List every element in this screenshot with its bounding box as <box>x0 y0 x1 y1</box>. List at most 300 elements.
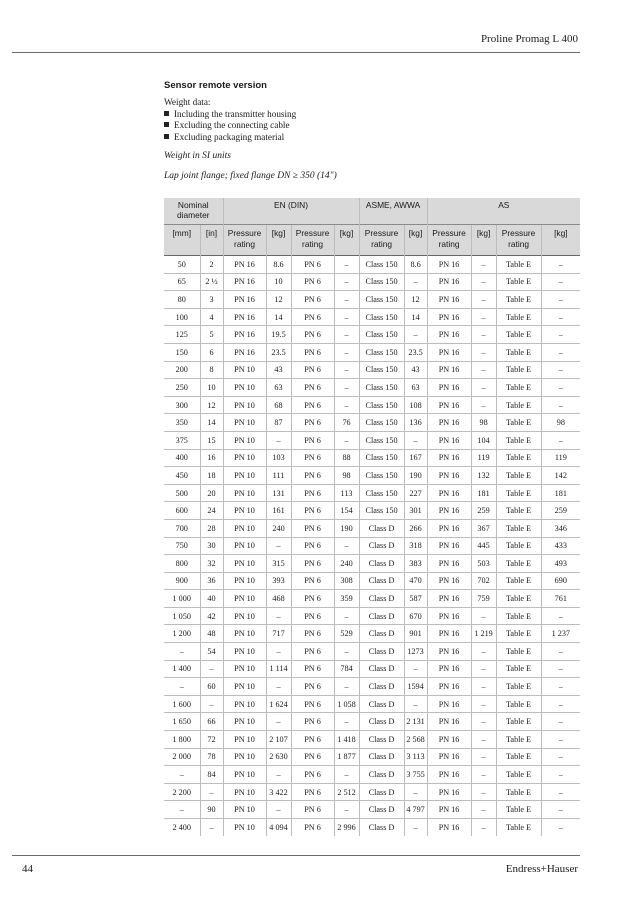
group-header-asme-awwa: ASME, AWWA <box>359 198 427 225</box>
table-cell: – <box>541 783 580 801</box>
table-cell: Table E <box>496 484 541 502</box>
column-header: Pressure rating <box>359 225 404 256</box>
table-cell: PN 10 <box>223 801 266 819</box>
table-cell: 383 <box>404 555 427 573</box>
bullet-text: Excluding packaging material <box>174 131 285 142</box>
table-cell: 433 <box>541 537 580 555</box>
table-cell: PN 6 <box>291 695 334 713</box>
column-header: [kg] <box>334 225 359 256</box>
table-cell: 43 <box>266 361 291 379</box>
table-cell: PN 16 <box>427 695 471 713</box>
table-cell: 240 <box>334 555 359 573</box>
table-cell: PN 16 <box>427 625 471 643</box>
table-cell: 1 200 <box>164 625 200 643</box>
table-cell: PN 16 <box>427 396 471 414</box>
table-cell: – <box>334 326 359 344</box>
table-row <box>164 590 580 608</box>
table-cell: PN 6 <box>291 291 334 309</box>
table-cell: 119 <box>541 449 580 467</box>
table-cell: 23.5 <box>404 343 427 361</box>
bullet-square-icon <box>164 122 169 127</box>
table-cell: 2 630 <box>266 748 291 766</box>
table-cell: – <box>266 537 291 555</box>
table-cell: 2 107 <box>266 731 291 749</box>
table-cell: – <box>164 801 200 819</box>
table-cell: 16 <box>200 449 223 467</box>
table-cell: PN 16 <box>427 326 471 344</box>
table-cell: PN 6 <box>291 467 334 485</box>
column-header: [kg] <box>541 225 580 256</box>
table-cell: – <box>471 396 496 414</box>
table-cell: Table E <box>496 731 541 749</box>
group-header-as: AS <box>427 198 580 225</box>
table-cell: – <box>471 607 496 625</box>
table-cell: PN 16 <box>223 256 266 274</box>
table-cell: 800 <box>164 555 200 573</box>
table-cell: Table E <box>496 660 541 678</box>
table-cell: 493 <box>541 555 580 573</box>
table-cell: 8.6 <box>404 256 427 274</box>
table-row <box>164 379 580 397</box>
table-cell: PN 16 <box>223 308 266 326</box>
table-cell: – <box>541 396 580 414</box>
table-cell: 63 <box>404 379 427 397</box>
table-cell: PN 10 <box>223 519 266 537</box>
table-cell: Class D <box>359 660 404 678</box>
weight-table <box>164 198 580 836</box>
table-cell: PN 10 <box>223 555 266 573</box>
table-cell: – <box>541 431 580 449</box>
table-cell: Class D <box>359 783 404 801</box>
table-cell: 60 <box>200 678 223 696</box>
table-cell: 113 <box>334 484 359 502</box>
table-cell: PN 10 <box>223 484 266 502</box>
table-cell: PN 16 <box>427 572 471 590</box>
table-cell: PN 10 <box>223 449 266 467</box>
table-cell: – <box>471 783 496 801</box>
table-row <box>164 731 580 749</box>
table-cell: PN 10 <box>223 431 266 449</box>
table-cell: 76 <box>334 414 359 432</box>
table-cell: – <box>541 308 580 326</box>
table-cell: PN 6 <box>291 748 334 766</box>
table-cell: – <box>334 678 359 696</box>
table-cell: Class D <box>359 678 404 696</box>
table-cell: 1 600 <box>164 695 200 713</box>
table-cell: PN 6 <box>291 555 334 573</box>
table-row <box>164 748 580 766</box>
table-cell: 266 <box>404 519 427 537</box>
table-cell: – <box>471 748 496 766</box>
table-cell: PN 16 <box>427 343 471 361</box>
table-cell: 359 <box>334 590 359 608</box>
table-cell: 318 <box>404 537 427 555</box>
table-cell: PN 10 <box>223 361 266 379</box>
table-cell: Class D <box>359 590 404 608</box>
table-row <box>164 555 580 573</box>
table-cell: 42 <box>200 607 223 625</box>
table-cell: Table E <box>496 748 541 766</box>
document-header-title: Proline Promag L 400 <box>480 33 578 45</box>
table-cell: 136 <box>404 414 427 432</box>
table-cell: PN 10 <box>223 731 266 749</box>
table-cell: 259 <box>471 502 496 520</box>
table-cell: 1 650 <box>164 713 200 731</box>
table-row <box>164 572 580 590</box>
table-cell: Class 150 <box>359 431 404 449</box>
table-cell: Class D <box>359 607 404 625</box>
table-cell: PN 16 <box>427 783 471 801</box>
group-header-en-din: EN (DIN) <box>223 198 359 225</box>
bullet-item <box>164 109 580 121</box>
table-cell: PN 10 <box>223 396 266 414</box>
table-cell: Class D <box>359 555 404 573</box>
table-cell: – <box>471 766 496 784</box>
table-cell: – <box>334 431 359 449</box>
table-cell: – <box>266 607 291 625</box>
table-cell: 84 <box>200 766 223 784</box>
table-cell: PN 16 <box>223 273 266 291</box>
table-cell: – <box>334 766 359 784</box>
table-row <box>164 502 580 520</box>
table-cell: 190 <box>334 519 359 537</box>
table-cell: PN 16 <box>427 713 471 731</box>
column-header: [kg] <box>266 225 291 256</box>
table-cell: PN 16 <box>427 449 471 467</box>
table-cell: – <box>541 326 580 344</box>
table-cell: 750 <box>164 537 200 555</box>
weight-data-label: Weight data: <box>164 97 211 107</box>
table-cell: Table E <box>496 819 541 836</box>
table-cell: 4 <box>200 308 223 326</box>
table-cell: 14 <box>200 414 223 432</box>
table-cell: 1 050 <box>164 607 200 625</box>
table-cell: 587 <box>404 590 427 608</box>
table-row <box>164 291 580 309</box>
table-cell: PN 16 <box>427 484 471 502</box>
table-cell: Class D <box>359 731 404 749</box>
table-cell: PN 16 <box>427 431 471 449</box>
table-cell: 98 <box>334 467 359 485</box>
table-cell: – <box>541 748 580 766</box>
table-cell: 1 418 <box>334 731 359 749</box>
table-cell: 468 <box>266 590 291 608</box>
table-cell: – <box>334 308 359 326</box>
table-row <box>164 519 580 537</box>
table-cell: 36 <box>200 572 223 590</box>
table-cell: 103 <box>266 449 291 467</box>
table-cell: 2 996 <box>334 819 359 836</box>
table-cell: – <box>266 801 291 819</box>
table-cell: 181 <box>471 484 496 502</box>
table-cell: 111 <box>266 467 291 485</box>
table-cell: 690 <box>541 572 580 590</box>
column-header: Pressure rating <box>223 225 266 256</box>
table-cell: Class 150 <box>359 502 404 520</box>
table-cell: PN 10 <box>223 379 266 397</box>
table-cell: – <box>541 256 580 274</box>
table-cell: PN 10 <box>223 819 266 836</box>
table-cell: – <box>334 643 359 661</box>
table-cell: PN 6 <box>291 713 334 731</box>
table-cell: – <box>334 379 359 397</box>
table-cell: 24 <box>200 502 223 520</box>
table-cell: Table E <box>496 256 541 274</box>
table-cell: Class 150 <box>359 326 404 344</box>
table-cell: – <box>404 783 427 801</box>
table-cell: 19.5 <box>266 326 291 344</box>
table-row <box>164 766 580 784</box>
table-cell: Class 150 <box>359 256 404 274</box>
table-cell: – <box>334 607 359 625</box>
table-cell: 259 <box>541 502 580 520</box>
table-cell: Table E <box>496 396 541 414</box>
table-cell: Class D <box>359 572 404 590</box>
table-cell: Class D <box>359 625 404 643</box>
table-cell: Class D <box>359 643 404 661</box>
bullet-item <box>164 120 580 132</box>
table-cell: Table E <box>496 643 541 661</box>
table-cell: PN 16 <box>427 731 471 749</box>
table-cell: 500 <box>164 484 200 502</box>
table-cell: 12 <box>200 396 223 414</box>
table-cell: 167 <box>404 449 427 467</box>
column-header: Pressure rating <box>291 225 334 256</box>
table-cell: 43 <box>404 361 427 379</box>
table-cell: Table E <box>496 361 541 379</box>
table-cell: PN 16 <box>427 766 471 784</box>
table-cell: 250 <box>164 379 200 397</box>
table-cell: 2 512 <box>334 783 359 801</box>
table-cell: PN 16 <box>427 502 471 520</box>
table-cell: 72 <box>200 731 223 749</box>
table-cell: 717 <box>266 625 291 643</box>
table-row <box>164 695 580 713</box>
table-cell: Class D <box>359 519 404 537</box>
table-cell: – <box>404 819 427 836</box>
table-row <box>164 467 580 485</box>
table-cell: – <box>541 660 580 678</box>
table-cell: Table E <box>496 308 541 326</box>
table-cell: 200 <box>164 361 200 379</box>
table-cell: – <box>541 695 580 713</box>
table-cell: 78 <box>200 748 223 766</box>
table-cell: 108 <box>404 396 427 414</box>
table-cell: PN 16 <box>427 291 471 309</box>
table-cell: 2 ½ <box>200 273 223 291</box>
table-row <box>164 783 580 801</box>
table-cell: PN 16 <box>427 607 471 625</box>
table-row <box>164 713 580 731</box>
table-cell: – <box>471 731 496 749</box>
bullet-square-icon <box>164 134 169 139</box>
table-cell: PN 6 <box>291 678 334 696</box>
table-cell: 350 <box>164 414 200 432</box>
table-cell: 2 131 <box>404 713 427 731</box>
section-intro <box>164 80 580 181</box>
table-cell: 161 <box>266 502 291 520</box>
table-cell: Table E <box>496 607 541 625</box>
table-cell: Table E <box>496 572 541 590</box>
table-cell: Table E <box>496 519 541 537</box>
table-cell: PN 16 <box>427 537 471 555</box>
table-cell: 50 <box>164 256 200 274</box>
table-cell: PN 16 <box>427 361 471 379</box>
table-cell: 702 <box>471 572 496 590</box>
header-rule <box>12 52 580 53</box>
table-cell: 227 <box>404 484 427 502</box>
table-cell: PN 6 <box>291 379 334 397</box>
table-cell: 503 <box>471 555 496 573</box>
table-cell: Table E <box>496 467 541 485</box>
table-cell: – <box>334 291 359 309</box>
table-cell: PN 10 <box>223 678 266 696</box>
table-cell: 445 <box>471 537 496 555</box>
table-cell: – <box>200 695 223 713</box>
table-cell: – <box>404 273 427 291</box>
table-cell: 1273 <box>404 643 427 661</box>
table-cell: PN 16 <box>427 590 471 608</box>
table-cell: 600 <box>164 502 200 520</box>
table-cell: 87 <box>266 414 291 432</box>
table-cell: 450 <box>164 467 200 485</box>
table-cell: PN 6 <box>291 643 334 661</box>
table-cell: 100 <box>164 308 200 326</box>
section-title: Sensor remote version <box>164 80 267 91</box>
table-cell: 2 400 <box>164 819 200 836</box>
table-cell: – <box>541 766 580 784</box>
table-row <box>164 484 580 502</box>
column-header: [kg] <box>404 225 427 256</box>
table-row <box>164 396 580 414</box>
table-cell: 12 <box>266 291 291 309</box>
table-cell: Table E <box>496 625 541 643</box>
table-cell: 5 <box>200 326 223 344</box>
table-cell: – <box>471 273 496 291</box>
table-cell: Table E <box>496 801 541 819</box>
table-row <box>164 643 580 661</box>
table-row <box>164 625 580 643</box>
table-cell: – <box>266 431 291 449</box>
table-cell: 3 <box>200 291 223 309</box>
table-cell: PN 10 <box>223 590 266 608</box>
table-cell: PN 10 <box>223 660 266 678</box>
table-cell: Table E <box>496 537 541 555</box>
table-cell: PN 16 <box>427 308 471 326</box>
table-cell: Class 150 <box>359 449 404 467</box>
table-cell: 670 <box>404 607 427 625</box>
table-cell: 529 <box>334 625 359 643</box>
table-cell: – <box>471 291 496 309</box>
table-cell: – <box>404 660 427 678</box>
table-cell: – <box>541 801 580 819</box>
column-header: [mm] <box>164 225 200 256</box>
table-cell: PN 16 <box>427 519 471 537</box>
table-cell: 240 <box>266 519 291 537</box>
table-cell: – <box>541 291 580 309</box>
table-cell: – <box>404 695 427 713</box>
table-cell: PN 6 <box>291 343 334 361</box>
table-cell: 80 <box>164 291 200 309</box>
table-cell: 32 <box>200 555 223 573</box>
table-cell: Table E <box>496 449 541 467</box>
table-cell: PN 6 <box>291 396 334 414</box>
table-cell: 346 <box>541 519 580 537</box>
table-cell: PN 6 <box>291 801 334 819</box>
table-cell: 1 877 <box>334 748 359 766</box>
table-cell: Class D <box>359 766 404 784</box>
table-cell: 10 <box>200 379 223 397</box>
table-cell: Table E <box>496 678 541 696</box>
table-cell: – <box>471 308 496 326</box>
table-cell: PN 16 <box>223 343 266 361</box>
table-cell: Table E <box>496 414 541 432</box>
table-cell: – <box>334 273 359 291</box>
column-header: Pressure rating <box>427 225 471 256</box>
table-cell: – <box>334 713 359 731</box>
table-cell: 3 755 <box>404 766 427 784</box>
table-row <box>164 343 580 361</box>
table-cell: PN 10 <box>223 766 266 784</box>
table-row <box>164 607 580 625</box>
bullet-text: Excluding the connecting cable <box>174 120 290 130</box>
table-cell: PN 16 <box>427 379 471 397</box>
table-cell: Class D <box>359 801 404 819</box>
table-cell: PN 10 <box>223 783 266 801</box>
table-cell: – <box>471 379 496 397</box>
table-row <box>164 678 580 696</box>
column-header: [in] <box>200 225 223 256</box>
table-cell: – <box>541 273 580 291</box>
table-row <box>164 431 580 449</box>
table-row <box>164 326 580 344</box>
table-caption: Lap joint flange; fixed flange DN ≥ 350 (14") <box>164 171 337 181</box>
table-cell: 4 094 <box>266 819 291 836</box>
table-cell: PN 10 <box>223 643 266 661</box>
bullet-square-icon <box>164 111 169 116</box>
table-cell: Class 150 <box>359 291 404 309</box>
table-cell: – <box>266 766 291 784</box>
table-cell: – <box>541 343 580 361</box>
table-cell: Table E <box>496 379 541 397</box>
table-cell: 23.5 <box>266 343 291 361</box>
table-cell: PN 10 <box>223 572 266 590</box>
column-header: [kg] <box>471 225 496 256</box>
table-cell: 98 <box>541 414 580 432</box>
table-cell: 104 <box>471 431 496 449</box>
table-cell: – <box>404 326 427 344</box>
table-cell: 1 400 <box>164 660 200 678</box>
table-cell: PN 6 <box>291 766 334 784</box>
table-cell: – <box>541 643 580 661</box>
table-cell: – <box>471 326 496 344</box>
table-cell: 1 219 <box>471 625 496 643</box>
table-cell: 1 800 <box>164 731 200 749</box>
table-cell: 48 <box>200 625 223 643</box>
table-cell: PN 6 <box>291 273 334 291</box>
table-cell: 901 <box>404 625 427 643</box>
table-cell: 1 000 <box>164 590 200 608</box>
table-cell: 20 <box>200 484 223 502</box>
table-cell: 3 113 <box>404 748 427 766</box>
table-cell: 300 <box>164 396 200 414</box>
table-cell: – <box>404 431 427 449</box>
table-cell: 132 <box>471 467 496 485</box>
table-cell: 125 <box>164 326 200 344</box>
table-cell: PN 6 <box>291 431 334 449</box>
table-cell: 119 <box>471 449 496 467</box>
table-cell: – <box>266 713 291 731</box>
